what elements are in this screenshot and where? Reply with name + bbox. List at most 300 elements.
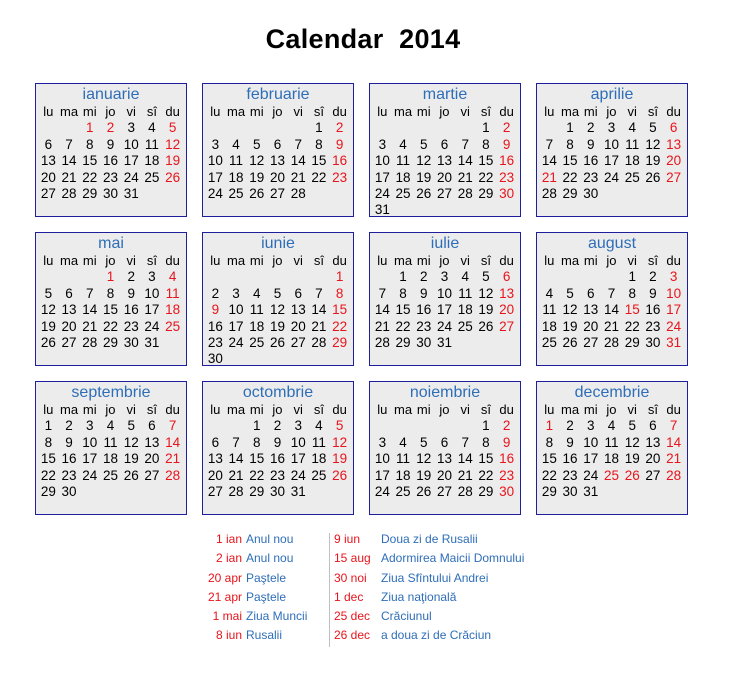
day-cell: 14 (228, 451, 244, 467)
holiday-divider (329, 533, 330, 647)
holiday-date: 30 noi (334, 570, 367, 585)
day-cell: 27 (436, 483, 452, 499)
day-cell: 12 (478, 285, 494, 301)
day-cell: 20 (499, 302, 515, 318)
day-cell: 21 (82, 318, 98, 334)
empty-cell (434, 418, 455, 434)
day-cell: 19 (624, 451, 640, 467)
empty-cell (601, 269, 622, 285)
day-cell: 3 (607, 120, 616, 136)
day-cell: 4 (461, 269, 469, 285)
day-cell: 16 (499, 153, 515, 169)
day-cell: 22 (478, 467, 494, 483)
day-cell: 28 (603, 334, 619, 350)
day-cell: 8 (566, 136, 574, 152)
day-cell: 17 (144, 302, 160, 318)
day-cell: 17 (374, 169, 390, 185)
day-cell: 23 (269, 467, 285, 483)
day-cell: 3 (440, 269, 449, 285)
month-martie (369, 83, 521, 217)
day-cell: 10 (144, 285, 160, 301)
weekday-label: vi (293, 402, 303, 417)
day-cell: 27 (499, 318, 515, 334)
weekday-label: mi (249, 402, 264, 417)
day-cell: 26 (478, 318, 494, 334)
day-cell: 22 (102, 318, 118, 334)
day-cell: 1 (545, 418, 554, 434)
day-cell: 15 (478, 451, 494, 467)
day-cell: 20 (207, 467, 223, 483)
weekday-label: mi (416, 104, 431, 119)
day-cell: 30 (269, 483, 285, 499)
day-cell: 26 (165, 169, 181, 185)
holiday-list-right (334, 530, 524, 646)
day-cell: 17 (436, 302, 452, 318)
day-cell: 2 (587, 120, 595, 136)
day-cell: 9 (273, 434, 282, 450)
weekday-label: jo (606, 253, 617, 268)
weekday-label: vi (627, 402, 637, 417)
month-days-grid (36, 253, 186, 351)
day-cell: 11 (604, 434, 619, 450)
weekday-label: ma (561, 253, 580, 268)
weekday-label: vi (293, 104, 303, 119)
day-cell: 14 (82, 302, 98, 318)
weekday-label: mi (583, 104, 598, 119)
day-cell: 1 (566, 120, 574, 136)
empty-cell (205, 120, 226, 136)
day-cell: 12 (645, 136, 661, 152)
day-cell: 2 (335, 120, 344, 136)
day-cell: 14 (165, 434, 181, 450)
day-cell: 11 (249, 302, 264, 318)
day-cell: 24 (436, 318, 452, 334)
weekday-label: jo (105, 253, 116, 268)
month-name: noiembrie (409, 384, 481, 401)
day-cell: 12 (416, 153, 432, 169)
day-cell: 23 (499, 467, 515, 483)
empty-cell (226, 120, 247, 136)
day-cell: 13 (269, 153, 285, 169)
day-cell: 31 (583, 483, 599, 499)
month-days-grid (203, 253, 353, 368)
day-cell: 30 (499, 185, 515, 201)
empty-cell (38, 120, 59, 136)
weekday-label: du (499, 402, 514, 417)
day-cell: 2 (566, 418, 574, 434)
day-cell: 4 (168, 269, 177, 285)
weekday-label: vi (126, 253, 136, 268)
day-cell: 14 (603, 302, 619, 318)
day-cell: 18 (144, 153, 160, 169)
day-cell: 9 (106, 136, 115, 152)
day-cell: 26 (332, 467, 348, 483)
weekday-label: du (666, 104, 681, 119)
day-cell: 4 (607, 418, 616, 434)
day-cell: 1 (335, 269, 344, 285)
holiday-row (334, 549, 524, 568)
weekday-label: sî (647, 104, 658, 119)
day-cell: 14 (457, 153, 473, 169)
holiday-name: Ziua naţională (381, 589, 457, 604)
day-cell: 22 (478, 169, 494, 185)
day-cell: 29 (478, 483, 494, 499)
day-cell: 12 (416, 451, 432, 467)
day-cell: 25 (144, 169, 160, 185)
day-cell: 26 (645, 169, 661, 185)
day-cell: 24 (144, 318, 160, 334)
empty-cell (455, 418, 476, 434)
day-cell: 5 (482, 269, 490, 285)
month-days-grid (537, 104, 687, 202)
day-cell: 28 (457, 483, 473, 499)
day-cell: 7 (86, 285, 94, 301)
weekday-label: jo (439, 104, 450, 119)
day-cell: 3 (211, 136, 220, 152)
day-cell: 23 (562, 467, 578, 483)
weekday-label: ma (60, 104, 79, 119)
weekday-label: vi (460, 402, 470, 417)
day-cell: 4 (315, 418, 323, 434)
day-cell: 13 (666, 136, 682, 152)
day-cell: 8 (545, 434, 554, 450)
weekday-label: sî (313, 402, 324, 417)
holiday-name: Ziua Sfîntului Andrei (381, 570, 489, 585)
day-cell: 7 (294, 136, 302, 152)
empty-cell (59, 120, 80, 136)
day-cell: 19 (562, 318, 578, 334)
weekday-label: du (499, 104, 514, 119)
day-cell: 14 (61, 153, 77, 169)
day-cell: 11 (542, 302, 557, 318)
day-cell: 20 (269, 169, 285, 185)
day-cell: 2 (65, 418, 73, 434)
weekday-label: lu (377, 253, 388, 268)
day-cell: 16 (583, 153, 599, 169)
weekday-label: mi (416, 402, 431, 417)
day-cell: 11 (144, 136, 159, 152)
day-cell: 9 (420, 285, 428, 301)
day-cell: 22 (332, 318, 348, 334)
day-cell: 9 (502, 434, 511, 450)
day-cell: 3 (587, 418, 595, 434)
weekday-label: lu (377, 402, 388, 417)
holiday-name: Anul nou (246, 532, 294, 546)
weekday-label: lu (544, 104, 555, 119)
weekday-label: jo (272, 402, 283, 417)
day-cell: 3 (378, 136, 387, 152)
weekday-label: ma (227, 253, 246, 268)
weekday-label: du (666, 253, 681, 268)
day-cell: 25 (541, 334, 557, 350)
day-cell: 20 (144, 451, 160, 467)
day-cell: 17 (290, 451, 306, 467)
day-cell: 19 (416, 467, 432, 483)
holiday-row (334, 530, 524, 549)
day-cell: 3 (232, 285, 240, 301)
day-cell: 5 (44, 285, 53, 301)
day-cell: 24 (82, 467, 98, 483)
day-cell: 30 (123, 334, 139, 350)
day-cell: 22 (562, 169, 578, 185)
empty-cell (288, 120, 309, 136)
day-cell: 19 (478, 302, 494, 318)
day-cell: 24 (123, 169, 139, 185)
day-cell: 16 (102, 153, 118, 169)
day-cell: 27 (144, 467, 160, 483)
day-cell: 16 (123, 302, 139, 318)
day-cell: 20 (40, 169, 56, 185)
day-cell: 4 (232, 136, 240, 152)
empty-cell (539, 120, 560, 136)
day-cell: 5 (420, 136, 428, 152)
month-iunie (202, 232, 354, 366)
day-cell: 17 (583, 451, 599, 467)
day-cell: 24 (603, 169, 619, 185)
day-cell: 7 (461, 434, 469, 450)
day-cell: 20 (436, 169, 452, 185)
holiday-date: 2 ian (215, 551, 242, 566)
weekday-label: sî (146, 402, 157, 417)
day-cell: 27 (40, 185, 56, 201)
weekday-label: lu (210, 402, 221, 417)
holiday-row (200, 569, 307, 588)
day-cell: 19 (332, 451, 348, 467)
month-days-grid (203, 104, 353, 202)
day-cell: 18 (311, 451, 327, 467)
day-cell: 24 (374, 483, 390, 499)
day-cell: 21 (311, 318, 327, 334)
day-cell: 11 (396, 153, 411, 169)
day-cell: 19 (165, 153, 181, 169)
empty-cell (393, 120, 414, 136)
day-cell: 13 (436, 451, 452, 467)
day-cell: 6 (440, 136, 449, 152)
day-cell: 5 (420, 434, 428, 450)
weekday-label: sî (313, 104, 324, 119)
day-cell: 10 (374, 153, 390, 169)
empty-cell (560, 269, 581, 285)
day-cell: 28 (457, 185, 473, 201)
day-cell: 5 (335, 418, 344, 434)
day-cell: 3 (378, 434, 387, 450)
day-cell: 2 (502, 120, 511, 136)
weekday-label: mi (249, 253, 264, 268)
month-decembrie (536, 381, 688, 515)
weekday-label: lu (43, 253, 54, 268)
day-cell: 29 (624, 334, 640, 350)
day-cell: 1 (482, 120, 490, 136)
day-cell: 4 (148, 120, 156, 136)
holiday-row (334, 607, 524, 626)
day-cell: 13 (499, 285, 515, 301)
day-cell: 13 (207, 451, 223, 467)
day-cell: 21 (666, 451, 682, 467)
day-cell: 29 (478, 185, 494, 201)
day-cell: 4 (628, 120, 636, 136)
day-cell: 28 (374, 334, 390, 350)
weekday-label: jo (105, 104, 116, 119)
day-cell: 1 (86, 120, 94, 136)
day-cell: 29 (102, 334, 118, 350)
day-cell: 18 (165, 302, 181, 318)
day-cell: 24 (207, 185, 223, 201)
day-cell: 15 (102, 302, 118, 318)
day-cell: 5 (127, 418, 135, 434)
holiday-date: 20 apr (207, 570, 242, 585)
day-cell: 15 (311, 153, 327, 169)
day-cell: 26 (269, 334, 285, 350)
day-cell: 29 (332, 334, 348, 350)
weekday-label: sî (480, 104, 491, 119)
day-cell: 28 (228, 483, 244, 499)
day-cell: 15 (541, 451, 557, 467)
day-cell: 21 (603, 318, 619, 334)
day-cell: 25 (102, 467, 118, 483)
holiday-date: 21 apr (207, 589, 242, 604)
day-cell: 4 (106, 418, 115, 434)
day-cell: 15 (40, 451, 56, 467)
weekday-label: lu (43, 402, 54, 417)
day-cell: 19 (269, 318, 285, 334)
month-name: martie (422, 86, 468, 103)
day-cell: 27 (207, 483, 223, 499)
day-cell: 23 (102, 169, 118, 185)
month-aprilie (536, 83, 688, 217)
weekday-label: ma (60, 402, 79, 417)
day-cell: 9 (566, 434, 574, 450)
day-cell: 5 (273, 285, 282, 301)
day-cell: 8 (482, 136, 490, 152)
day-cell: 17 (123, 153, 139, 169)
day-cell: 22 (311, 169, 327, 185)
weekday-label: vi (126, 402, 136, 417)
day-cell: 8 (106, 285, 115, 301)
holiday-name: Crăciunul (381, 609, 432, 624)
weekday-label: sî (313, 253, 324, 268)
day-cell: 16 (207, 318, 223, 334)
day-cell: 1 (315, 120, 323, 136)
day-cell: 14 (311, 302, 327, 318)
holiday-date: 25 dec (334, 609, 371, 624)
month-name: mai (98, 235, 124, 252)
holiday-date: 1 mai (212, 609, 242, 624)
day-cell: 28 (61, 185, 77, 201)
holiday-list-left (200, 530, 307, 646)
day-cell: 25 (249, 334, 265, 350)
day-cell: 9 (127, 285, 135, 301)
day-cell: 5 (566, 285, 574, 301)
day-cell: 30 (61, 483, 77, 499)
day-cell: 29 (395, 334, 411, 350)
day-cell: 13 (436, 153, 452, 169)
day-cell: 18 (249, 318, 265, 334)
holiday-name: Adormirea Maicii Domnului (381, 551, 525, 566)
day-cell: 28 (541, 185, 557, 201)
weekday-label: sî (146, 104, 157, 119)
weekday-label: du (332, 402, 347, 417)
weekday-label: mi (416, 253, 431, 268)
weekday-label: sî (146, 253, 157, 268)
weekday-label: ma (227, 104, 246, 119)
day-cell: 18 (541, 318, 557, 334)
day-cell: 30 (562, 483, 578, 499)
day-cell: 5 (253, 136, 261, 152)
empty-cell (226, 418, 247, 434)
day-cell: 15 (82, 153, 98, 169)
day-cell: 26 (562, 334, 578, 350)
holiday-row (200, 588, 307, 607)
day-cell: 9 (587, 136, 595, 152)
day-cell: 15 (395, 302, 411, 318)
day-cell: 19 (645, 153, 661, 169)
day-cell: 28 (666, 467, 682, 483)
day-cell: 31 (666, 334, 682, 350)
empty-cell (372, 120, 393, 136)
day-cell: 28 (165, 467, 181, 483)
day-cell: 8 (315, 136, 323, 152)
weekday-label: mi (249, 104, 264, 119)
day-cell: 21 (374, 318, 390, 334)
month-days-grid (370, 253, 520, 351)
day-cell: 22 (40, 467, 56, 483)
day-cell: 20 (666, 153, 682, 169)
day-cell: 18 (395, 467, 411, 483)
weekday-label: vi (627, 104, 637, 119)
day-cell: 5 (649, 120, 657, 136)
weekday-label: jo (439, 402, 450, 417)
empty-cell (539, 269, 560, 285)
day-cell: 31 (290, 483, 306, 499)
day-cell: 18 (603, 451, 619, 467)
day-cell: 20 (645, 451, 661, 467)
day-cell: 2 (502, 418, 511, 434)
holiday-row (200, 549, 307, 568)
day-cell: 27 (61, 334, 77, 350)
weekday-label: jo (606, 402, 617, 417)
month-days-grid (370, 402, 520, 500)
day-cell: 23 (645, 318, 661, 334)
day-cell: 7 (607, 285, 616, 301)
day-cell: 16 (61, 451, 77, 467)
empty-cell (372, 418, 393, 434)
holiday-date: 1 dec (334, 589, 364, 604)
day-cell: 14 (541, 153, 557, 169)
empty-cell (434, 120, 455, 136)
weekday-label: mi (82, 402, 97, 417)
day-cell: 29 (82, 185, 98, 201)
day-cell: 9 (65, 434, 73, 450)
weekday-label: ma (60, 253, 79, 268)
month-iulie (369, 232, 521, 366)
month-mai (35, 232, 187, 366)
month-octombrie (202, 381, 354, 515)
holiday-name: Paştele (246, 589, 287, 604)
day-cell: 2 (106, 120, 115, 136)
empty-cell (309, 269, 330, 285)
day-cell: 26 (40, 334, 56, 350)
day-cell: 31 (144, 334, 160, 350)
day-cell: 22 (82, 169, 98, 185)
holiday-date: 8 iun (215, 628, 242, 643)
day-cell: 31 (436, 334, 452, 350)
weekday-label: lu (544, 402, 555, 417)
weekday-label: ma (227, 402, 246, 417)
month-name: iunie (261, 235, 295, 252)
weekday-label: lu (377, 104, 388, 119)
day-cell: 13 (144, 434, 160, 450)
day-cell: 28 (82, 334, 98, 350)
